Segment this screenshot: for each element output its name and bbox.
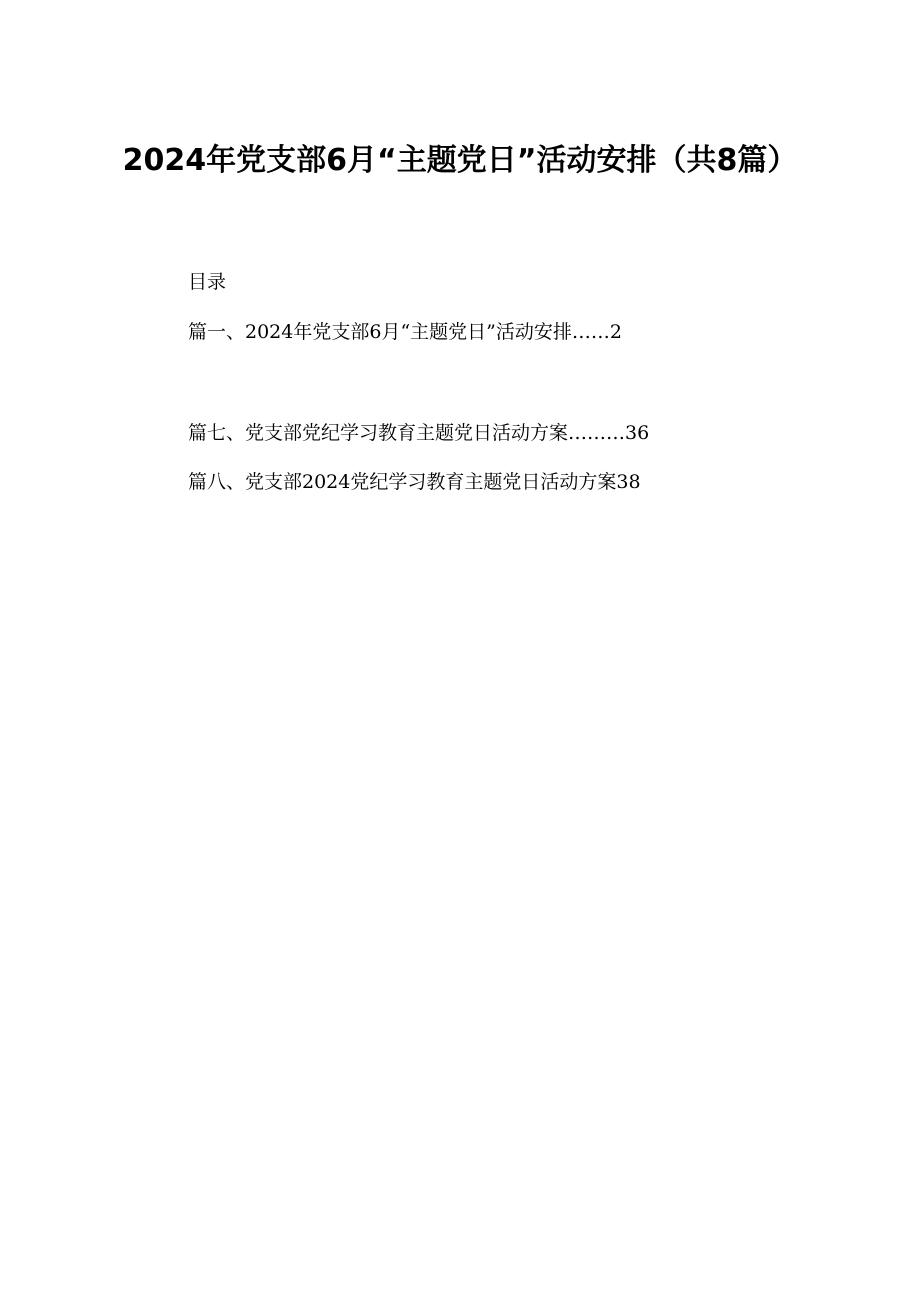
document-title: 2024年党支部6月“主题党日”活动安排（共8篇）: [122, 143, 798, 178]
toc-entry-7[interactable]: 篇七、党支部党纪学习教育主题党日活动方案………36: [188, 422, 650, 444]
toc-heading: 目录: [188, 271, 227, 293]
toc-entry-8[interactable]: 篇八、党支部2024党纪学习教育主题党日活动方案38: [188, 471, 641, 493]
toc-entry-1[interactable]: 篇一、2024年党支部6月“主题党日”活动安排……2: [188, 321, 622, 343]
